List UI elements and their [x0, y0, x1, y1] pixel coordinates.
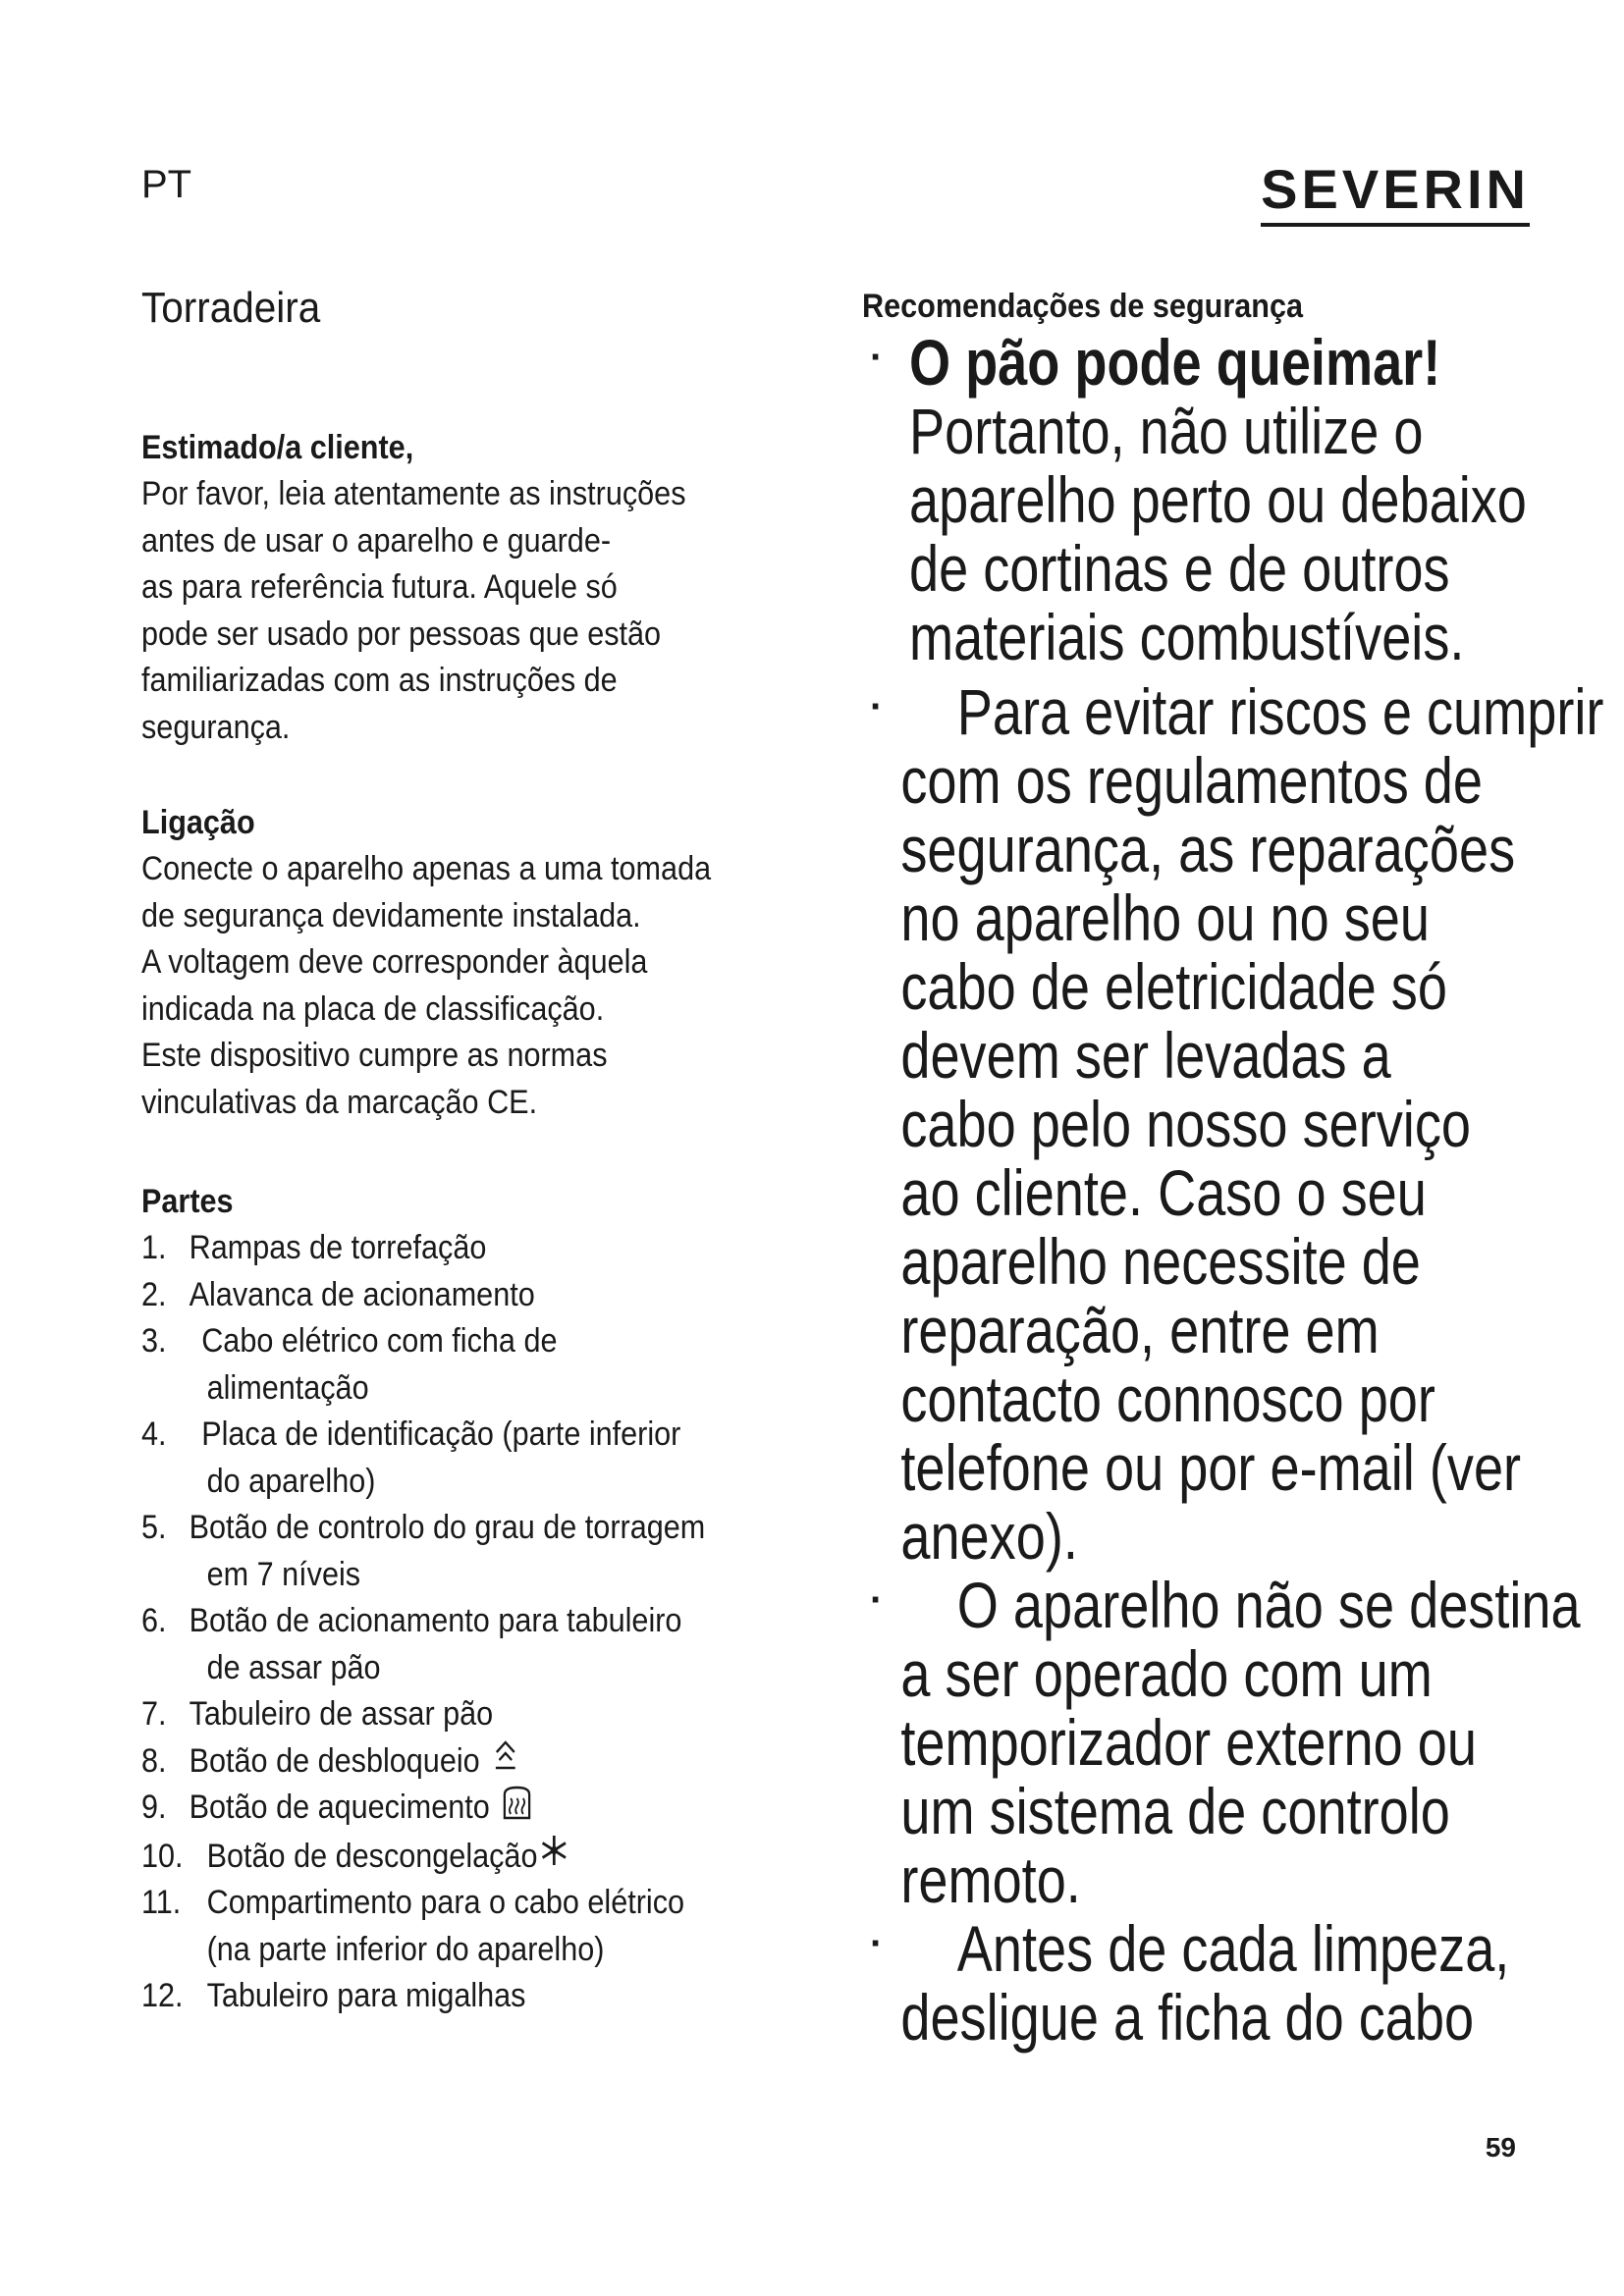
safety-line: aparelho necessite de: [900, 1225, 1421, 1298]
part-label: Botão de controlo do grau de torragem: [189, 1509, 706, 1546]
safety-bullet: [862, 675, 1604, 1573]
greeting-line: segurança.: [141, 708, 291, 746]
brand-underline: [1261, 223, 1530, 227]
safety-line: cabo pelo nosso serviço: [900, 1088, 1471, 1160]
safety-line: segurança, as reparações: [900, 813, 1516, 885]
safety-line: aparelho perto ou debaixo: [909, 463, 1527, 536]
part-label: Compartimento para o cabo elétrico: [206, 1884, 685, 1921]
safety-line: de cortinas e de outros: [909, 532, 1450, 605]
connection-line: de segurança devidamente instalada.: [141, 896, 641, 934]
safety-line: no aparelho ou no seu: [900, 881, 1430, 954]
connection-line: A voltagem deve corresponder àquela: [141, 943, 648, 981]
part-number: 8.: [141, 1741, 167, 1780]
safety-line: a ser operado com um: [900, 1637, 1433, 1710]
safety-line: Para evitar riscos e cumprir: [956, 675, 1604, 748]
part-label-cont: em 7 níveis: [206, 1555, 361, 1593]
safety-bullet: [862, 1914, 1598, 2052]
part-label-cont: alimentação: [206, 1368, 369, 1407]
connection-line: vinculativas da marcação CE.: [141, 1083, 538, 1121]
part-item: [141, 1598, 760, 1691]
connection-line: indicada na placa de classificação.: [141, 989, 605, 1028]
part-label-cont: do aparelho): [206, 1462, 376, 1500]
part-item: [141, 1412, 760, 1505]
part-item: [141, 1973, 760, 2020]
part-label: Rampas de torrefação: [189, 1229, 487, 1266]
part-number: 11.: [141, 1884, 182, 1921]
part-label-cont: de assar pão: [206, 1648, 381, 1686]
parts-section: [141, 1178, 829, 2020]
part-number: 10.: [141, 1837, 184, 1875]
safety-line: com os regulamentos de: [900, 744, 1483, 817]
part-item: [141, 1272, 760, 1319]
part-label-cont: (na parte inferior do aparelho): [206, 1930, 605, 1968]
part-number: 1.: [141, 1229, 167, 1266]
part-item: [141, 1225, 760, 1272]
safety-line: desligue a ficha do cabo: [900, 1981, 1475, 2054]
language-code: PT: [141, 163, 192, 206]
safety-line: remoto.: [900, 1843, 1081, 1916]
greeting-line: antes de usar o aparelho e guarde-: [141, 521, 612, 560]
greeting-line: pode ser usado por pessoas que estão: [141, 614, 662, 653]
page-number: 59: [1485, 2132, 1516, 2163]
part-item: [141, 1738, 760, 1786]
part-number: 7.: [141, 1695, 167, 1733]
part-label: Botão de aquecimento: [189, 1789, 490, 1826]
safety-line: reparação, entre em: [900, 1294, 1380, 1366]
connection-line: Este dispositivo cumpre as normas: [141, 1037, 608, 1074]
part-item: [141, 1505, 760, 1598]
safety-line: O aparelho não se destina: [956, 1569, 1581, 1641]
safety-line: um sistema de controlo: [900, 1775, 1450, 1847]
page-title: Torradeira: [141, 284, 321, 332]
part-label: Botão de desbloqueio: [189, 1741, 480, 1780]
part-item: [141, 1785, 760, 1834]
connection-heading: Ligação: [141, 804, 255, 841]
safety-list: [862, 675, 1604, 2054]
part-number: 6.: [141, 1602, 167, 1639]
part-number: 2.: [141, 1275, 167, 1313]
safety-bullet: [862, 1571, 1598, 1914]
part-item: [141, 1318, 760, 1412]
part-item: [141, 1691, 760, 1738]
safety-line: materiais combustíveis.: [909, 601, 1465, 673]
parts-heading: Partes: [141, 1183, 234, 1220]
bullet-mark: ·: [870, 336, 884, 379]
bullet-mark: ·: [870, 685, 884, 728]
safety-line: cabo de eletricidade só: [900, 950, 1447, 1023]
greeting-line: as para referência futura. Aquele só: [141, 568, 618, 606]
part-number: 3.: [141, 1322, 167, 1360]
greeting-heading: Estimado/a cliente,: [141, 429, 414, 466]
safety-line: telefone ou por e-mail (ver: [900, 1431, 1522, 1504]
unlock-lift-icon: [492, 1738, 518, 1786]
connection-line: Conecte o aparelho apenas a uma tomada: [141, 850, 712, 887]
safety-line: anexo).: [900, 1500, 1078, 1573]
part-label: Alavanca de acionamento: [189, 1275, 535, 1313]
part-number: 9.: [141, 1789, 167, 1826]
part-number: 5.: [141, 1509, 167, 1546]
part-number: 12.: [141, 1977, 184, 2014]
safety-line: temporizador externo ou: [900, 1706, 1477, 1779]
safety-lead: O pão pode queimar!: [909, 326, 1441, 399]
safety-line: ao cliente. Caso o seu: [900, 1156, 1427, 1229]
safety-bullet: [862, 328, 1624, 671]
greeting-section: [141, 424, 829, 751]
part-label: Cabo elétrico com ficha de: [201, 1322, 558, 1360]
brand-name: SEVERIN: [1261, 158, 1530, 220]
safety-heading: Recomendações de segurança: [862, 288, 1304, 325]
part-label: Botão de acionamento para tabuleiro: [189, 1602, 682, 1639]
safety-line: contacto connosco por: [900, 1362, 1435, 1435]
parts-list: [141, 1225, 829, 2020]
brand-logo: [1261, 158, 1530, 227]
bullet-mark: ·: [870, 1922, 884, 1965]
part-label: Tabuleiro para migalhas: [206, 1977, 526, 2014]
part-item: [141, 1834, 760, 1881]
safety-line: Antes de cada limpeza,: [956, 1912, 1510, 1985]
part-number: 4.: [141, 1415, 167, 1453]
reheat-icon: [502, 1785, 532, 1834]
greeting-line: Por favor, leia atentamente as instruções: [141, 475, 686, 512]
defrost-icon: [539, 1834, 569, 1881]
part-item: [141, 1880, 760, 1973]
safety-line: devem ser levadas a: [900, 1019, 1391, 1092]
connection-section: [141, 799, 829, 1126]
bullet-mark: ·: [870, 1578, 884, 1622]
part-label: Placa de identificação (parte inferior: [201, 1415, 681, 1453]
greeting-line: familiarizadas com as instruções de: [141, 662, 618, 699]
safety-line: Portanto, não utilize o: [909, 395, 1424, 467]
part-label: Botão de descongelação: [206, 1837, 538, 1875]
part-label: Tabuleiro de assar pão: [189, 1695, 494, 1733]
